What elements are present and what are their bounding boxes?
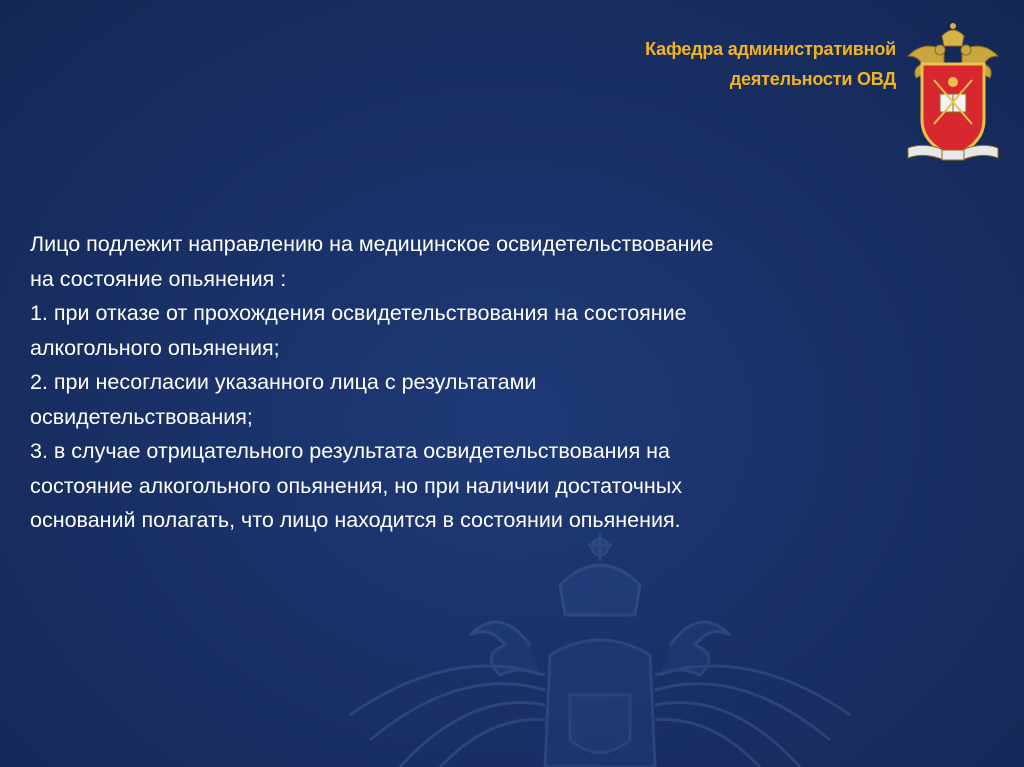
body-text (30, 227, 990, 538)
body-line-5: 2. при несогласии указанного лица с результатами (30, 370, 537, 394)
double-headed-eagle-emblem-icon (904, 20, 1002, 168)
body-line-2: на состояние опьянения : (30, 266, 287, 291)
body-line-1: Лицо подлежит направлению на медицинское освидетельствование (30, 232, 714, 256)
body-line-4: алкогольного опьянения; (30, 335, 280, 360)
body-line-6: освидетельствования; (30, 404, 253, 429)
department-title-line-1: Кафедра административной (645, 39, 896, 59)
body-line-7: 3. в случае отрицательного результата освидетельствования на (30, 439, 671, 463)
department-title (566, 34, 896, 94)
eagle-watermark-icon (330, 525, 870, 767)
department-title-line-2: деятельности ОВД (729, 69, 896, 89)
body-line-8: состояние алкогольного опьянения, но при наличии достаточных (30, 473, 682, 498)
body-line-3: 1. при отказе от прохождения освидетельствования на состояние (30, 301, 687, 325)
body-line-9: оснований полагать, что лицо находится в состоянии опьянения. (30, 508, 681, 532)
